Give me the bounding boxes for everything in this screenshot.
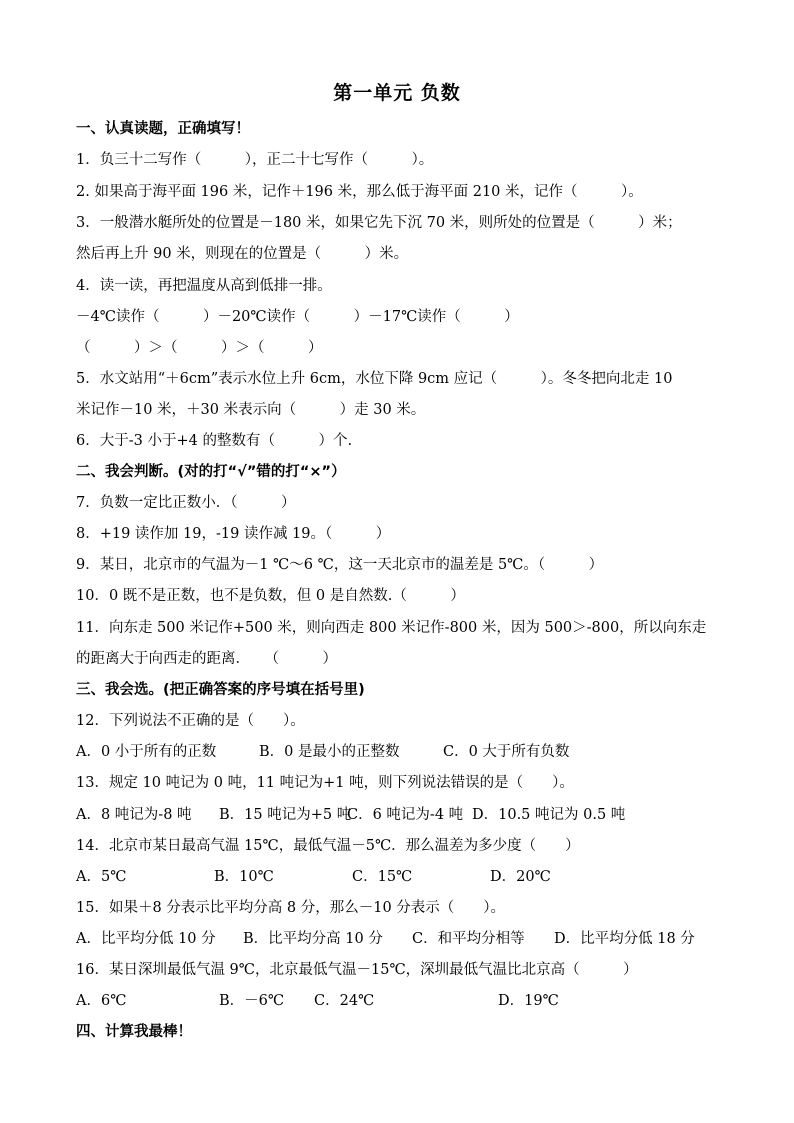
q12-option-a: A．0 小于所有的正数 — [76, 744, 217, 760]
question-1: 1．负三十二写作（ ），正二十七写作（ ）。 — [76, 152, 434, 168]
q13-option-a: A．8 吨记为-8 吨 — [76, 807, 192, 823]
q14-option-a: A．5℃ — [76, 869, 127, 885]
question-4-order: （ ）＞（ ）＞（ ） — [76, 340, 323, 356]
q13-option-b: B．15 吨记为+5 吨 — [219, 807, 352, 823]
question-5-line-1: 5．水文站用“＋6cm”表示水位上升 6cm，水位下降 9cm 应记（ ）。冬冬把向北走 10 — [76, 371, 673, 387]
question-3-line-2: 然后再上升 90 米，则现在的位置是（ ）米。 — [76, 246, 409, 262]
question-5-line-2: 米记作－10 米，＋30 米表示向（ ）走 30 米。 — [76, 402, 426, 418]
q14-option-c: C．15℃ — [352, 869, 413, 885]
question-6: 6．大于-3 小于+4 的整数有（ ）个. — [76, 433, 353, 449]
q12-option-b: B．0 是最小的正整数 — [259, 744, 400, 760]
question-11-line-2: 的距离大于向西走的距离． （ ） — [76, 651, 337, 667]
question-14: 14．北京市某日最高气温 15℃，最低气温－5℃．那么温差为多少度（ ） — [76, 838, 580, 854]
section-heading-2: 二、我会判断。(对的打“√”错的打“×”） — [76, 464, 346, 480]
question-3-line-1: 3．一般潜水艇所处的位置是－180 米，如果它先下沉 70 米，则所处的位置是（ ）米； — [76, 215, 682, 231]
q14-option-d: D．20℃ — [490, 869, 551, 885]
q16-option-a: A．6℃ — [76, 993, 127, 1009]
q16-option-c: C．24℃ — [314, 993, 375, 1009]
section-heading-4: 四、计算我最棒！ — [76, 1024, 192, 1040]
question-12: 12．下列说法不正确的是（ ）。 — [76, 713, 305, 729]
q16-option-d: D．19℃ — [498, 993, 559, 1009]
question-4: 4．读一读，再把温度从高到低排一排。 — [76, 278, 332, 294]
q13-option-d: D．10.5 吨记为 0.5 吨 — [472, 807, 626, 823]
q15-option-c: C．和平均分相等 — [412, 931, 525, 947]
q15-option-d: D．比平均分低 18 分 — [554, 931, 695, 947]
question-2: 2. 如果高于海平面 196 米，记作＋196 米，那么低于海平面 210 米，记作（ ）。 — [76, 184, 643, 200]
question-11-line-1: 11．向东走 500 米记作+500 米，则向西走 800 米记作-800 米，因为 500＞-800，所以向东走 — [76, 620, 707, 636]
question-15: 15．如果＋8 分表示比平均分高 8 分，那么－10 分表示（ ）。 — [76, 900, 506, 916]
q15-option-a: A．比平均分低 10 分 — [76, 931, 216, 947]
q16-option-b: B．－6℃ — [219, 993, 285, 1009]
section-heading-1: 一、认真读题，正确填写！ — [76, 121, 250, 137]
question-7: 7．负数一定比正数小．（ ） — [76, 495, 296, 511]
q13-option-c: C．6 吨记为-4 吨 — [347, 807, 464, 823]
question-13: 13．规定 10 吨记为 0 吨，11 吨记为+1 吨，则下列说法错误的是（ ）。 — [76, 775, 574, 791]
question-16: 16．某日深圳最低气温 9℃，北京最低气温－15℃，深圳最低气温比北京高（ ） — [76, 962, 638, 978]
q12-option-c: C．0 大于所有负数 — [443, 744, 570, 760]
q14-option-b: B．10℃ — [214, 869, 274, 885]
question-8: 8．+19 读作加 19，-19 读作减 19。（ ） — [76, 526, 391, 542]
question-10: 10．0 既不是正数，也不是负数，但 0 是自然数.（ ） — [76, 588, 465, 604]
question-9: 9．某日，北京市的气温为－1 ℃～6 ℃，这一天北京市的温差是 5℃。（ ） — [76, 557, 604, 573]
question-4-readings: －4℃读作（ ）－20℃读作（ ）－17℃读作（ ） — [76, 309, 519, 325]
page-title: 第一单元 负数 — [333, 82, 461, 104]
q15-option-b: B．比平均分高 10 分 — [243, 931, 383, 947]
section-heading-3: 三、我会选。(把正确答案的序号填在括号里) — [76, 682, 365, 698]
